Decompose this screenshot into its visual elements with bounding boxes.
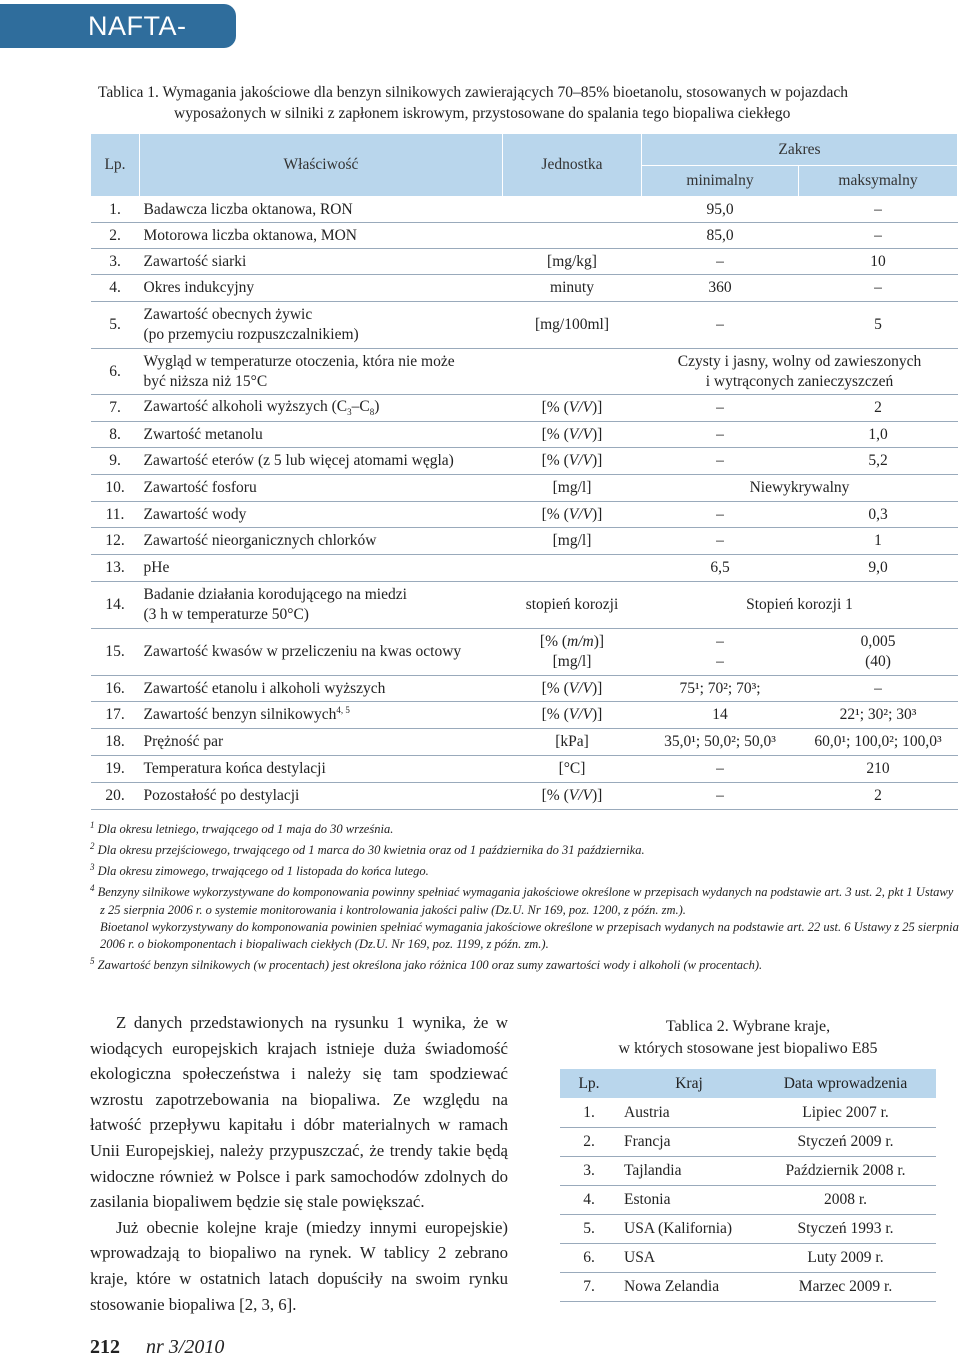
footnote xyxy=(90,919,960,953)
col-header-lp: Lp. xyxy=(560,1069,618,1099)
row-property: Motorowa liczba oktanowa, MON xyxy=(140,223,503,249)
row-lp: 7. xyxy=(91,395,140,422)
row-min: – xyxy=(642,502,799,528)
row-property: Zawartość siarki xyxy=(140,249,503,275)
page-number: 212 xyxy=(90,1336,120,1358)
row-unit xyxy=(503,702,642,729)
paragraph: Już obecnie kolejne kraje (miedzy innymi europejskie) wprowadzają to biopaliwo na rynek. W tablicy 2 zebrano kraje, które w ostatnich latach dopuściły na swoim rynku stosowanie biopaliwa [2, 3, 6]. xyxy=(90,1217,508,1314)
row-max: – xyxy=(799,275,958,302)
row-max: 10 xyxy=(799,249,958,275)
unit-italic: V/V xyxy=(568,505,593,523)
row-property-line2: być niższa niż 15°C xyxy=(143,372,268,390)
row-min: – xyxy=(642,249,799,275)
table-row xyxy=(560,1273,936,1302)
row-unit xyxy=(503,783,642,810)
table-row xyxy=(560,1186,936,1215)
row-unit xyxy=(503,629,642,676)
row-property-line1: Wygląd w temperaturze otoczenia, która nie może xyxy=(143,352,455,370)
issue-number: nr 3/2010 xyxy=(146,1336,225,1358)
row-min: 14 xyxy=(642,702,799,729)
row-lp: 1. xyxy=(560,1099,618,1128)
table-row xyxy=(560,1157,936,1186)
row-property-line2: (3 h w temperaturze 50°C) xyxy=(143,606,309,623)
row-max: 5 xyxy=(799,302,958,349)
property-text: Zawartość benzyn silnikowych xyxy=(143,706,337,724)
col-header-property: Właściwość xyxy=(140,134,503,197)
row-property: Prężność par xyxy=(140,729,503,756)
row-min xyxy=(642,629,799,676)
table2-caption-line1: Tablica 2. Wybrane kraje, xyxy=(665,1018,831,1035)
row-property: Temperatura końca destylacji xyxy=(140,756,503,783)
table-row xyxy=(91,249,958,275)
row-max: 5,2 xyxy=(799,448,958,475)
row-unit: [kPa] xyxy=(503,729,642,756)
row-lp: 14. xyxy=(91,582,140,629)
row-unit xyxy=(503,349,642,395)
row-property: Zawartość fosforu xyxy=(140,475,503,502)
col-header-country: Kraj xyxy=(618,1069,755,1099)
row-lp: 3. xyxy=(91,249,140,275)
col-header-range: Zakres xyxy=(642,134,958,166)
table-row xyxy=(560,1215,936,1244)
row-unit: [mg/l] xyxy=(503,528,642,555)
row-min: – xyxy=(642,783,799,810)
row-unit: [mg/l] xyxy=(503,475,642,502)
journal-title: NAFTA-GAZ xyxy=(88,11,187,85)
row-min: 360 xyxy=(642,275,799,302)
unit-italic: V/V xyxy=(568,452,593,469)
unit-text: [% ( xyxy=(541,679,569,697)
row-min: 75¹; 70²; 70³; xyxy=(642,676,799,702)
row-date: 2008 r. xyxy=(755,1186,936,1215)
row-lp: 19. xyxy=(91,756,140,783)
row-unit: [mg/kg] xyxy=(503,249,642,275)
row-country: USA xyxy=(618,1244,755,1273)
row-min: 6,5 xyxy=(642,555,799,582)
paragraph: Z danych przedstawionych na rysunku 1 wynika, że w wiodących europejskich krajach istnieje duża świadomość ekologiczna społeczeństwa i należy się tam spodziewać wzrostu zapotrzebowania na biopaliwa. Ze względu na łatwość przepływu kapitału i dóbr materialnych w ramach Unii Europejskiej, należy przypuszczać, że trendy takie będą widoczne również w Polsce i park samochodów zdolnych do zasilania biopaliwem będzie się stale powiększać. xyxy=(90,1013,508,1212)
table2-caption-line2: w których stosowane jest biopaliwo E85 xyxy=(618,1040,878,1057)
row-max: 210 xyxy=(799,756,958,783)
row-country: Austria xyxy=(618,1099,755,1128)
table-row xyxy=(91,629,958,676)
row-max: – xyxy=(799,676,958,702)
col-header-min: minimalny xyxy=(642,166,799,197)
unit-text: )] xyxy=(592,706,603,723)
row-min: – xyxy=(642,422,799,448)
row-unit: [mg/100ml] xyxy=(503,302,642,349)
range-span-line1: Czysty i jasny, wolny od zawieszonych xyxy=(677,352,922,370)
superscript: 4, 5 xyxy=(336,705,350,716)
row-property: Zawartość nieorganicznych chlorków xyxy=(140,528,503,555)
row-max: 1,0 xyxy=(799,422,958,448)
unit-text: )] xyxy=(593,633,605,650)
row-country: Francja xyxy=(618,1128,755,1157)
table-row xyxy=(91,528,958,555)
row-lp: 2. xyxy=(560,1128,618,1157)
row-max: 0,3 xyxy=(799,502,958,528)
row-max xyxy=(799,629,958,676)
row-property: Zawartość wody xyxy=(140,502,503,528)
row-date: Luty 2009 r. xyxy=(755,1244,936,1273)
table-row xyxy=(91,676,958,702)
row-lp: 15. xyxy=(91,629,140,676)
row-max: 60,0¹; 100,0²; 100,0³ xyxy=(799,729,958,756)
row-max: 2 xyxy=(799,395,958,422)
row-date: Lipiec 2007 r. xyxy=(755,1099,936,1128)
unit-text: )] xyxy=(592,787,603,804)
table-row xyxy=(91,349,958,395)
table1-caption xyxy=(98,82,958,124)
row-lp: 12. xyxy=(91,528,140,555)
row-lp: 5. xyxy=(91,302,140,349)
row-lp: 20. xyxy=(91,783,140,810)
max-line1: 0,005 xyxy=(860,633,896,650)
unit-italic: V/V xyxy=(568,787,593,804)
unit-text: [mg/l] xyxy=(552,653,592,670)
min-line1: – xyxy=(716,633,724,650)
row-date: Październik 2008 r. xyxy=(755,1157,936,1186)
property-text: ) xyxy=(374,398,380,416)
table-row xyxy=(91,729,958,756)
row-property xyxy=(140,702,503,729)
row-lp: 13. xyxy=(91,555,140,582)
footnote-text: Zawartość benzyn silnikowych (w procentach) jest określona jako różnica 100 oraz sumy zawartości wody i alkoholi (w procentach). xyxy=(97,957,763,972)
row-property xyxy=(140,302,503,349)
table-row xyxy=(91,302,958,349)
unit-text: [% ( xyxy=(541,399,569,416)
unit-text: [% ( xyxy=(541,787,569,804)
row-country: USA (Kalifornia) xyxy=(618,1215,755,1244)
row-unit xyxy=(503,197,642,223)
footnote: $^2$ Dla okresu przejściowego, trwającego od 1 marca do 30 kwietnia oraz od 1 października do 31 października. xyxy=(90,841,645,858)
unit-text: )] xyxy=(592,505,603,523)
table-row xyxy=(91,582,958,629)
table-row xyxy=(91,783,958,810)
table1-footnotes xyxy=(90,817,960,974)
row-property: Badawcza liczba oktanowa, RON xyxy=(140,197,503,223)
table-row xyxy=(560,1099,936,1128)
row-min: – xyxy=(642,395,799,422)
table-row xyxy=(91,702,958,729)
col-header-unit: Jednostka xyxy=(503,134,642,197)
row-unit xyxy=(503,555,642,582)
row-unit xyxy=(503,676,642,702)
row-lp: 11. xyxy=(91,502,140,528)
unit-text: [% ( xyxy=(541,706,569,723)
row-unit: [°C] xyxy=(503,756,642,783)
row-min: 35,0¹; 50,0²; 50,0³ xyxy=(642,729,799,756)
row-lp: 9. xyxy=(91,448,140,475)
row-country: Tajlandia xyxy=(618,1157,755,1186)
row-max: 22¹; 30²; 30³ xyxy=(799,702,958,729)
countries-table xyxy=(560,1069,936,1302)
table-row xyxy=(91,197,958,223)
page-footer xyxy=(90,1336,224,1359)
row-lp: 6. xyxy=(91,349,140,395)
row-lp: 1. xyxy=(91,197,140,223)
row-property: Zwartość metanolu xyxy=(140,422,503,448)
footnote-text: Benzyny silnikowe wykorzystywane do komponowania powinny spełniać wymagania jakościowe określone w przepisach wydanych na podstawie art. 3 ust. 2, pkt 1 Ustawy z 25 sierpnia 2006 r. o systemie monitorowania i kontrolowania jakości paliw (Dz.U. Nr 169, poz. 1200, z późn. zm.). xyxy=(97,885,954,917)
unit-italic: m/m xyxy=(567,633,594,650)
row-lp: 5. xyxy=(560,1215,618,1244)
row-date: Styczeń 2009 r. xyxy=(755,1128,936,1157)
row-lp: 7. xyxy=(560,1273,618,1302)
col-header-lp: Lp. xyxy=(91,134,140,197)
unit-text: [% ( xyxy=(539,633,568,650)
footnote-text: Dla okresu przejściowego, trwającego od 1 marca do 30 kwietnia oraz od 1 października do 31 października. xyxy=(97,843,645,858)
row-property xyxy=(140,395,503,422)
row-lp: 2. xyxy=(91,223,140,249)
unit-text: )] xyxy=(592,452,603,469)
row-lp: 6. xyxy=(560,1244,618,1273)
row-max: – xyxy=(799,197,958,223)
unit-text: [% ( xyxy=(541,452,569,469)
row-property-line1: Badanie działania korodującego na miedzi xyxy=(143,586,407,603)
row-country: Estonia xyxy=(618,1186,755,1215)
table-row xyxy=(91,223,958,249)
footnote: $^4$ Benzyny silnikowe wykorzystywane do komponowania powinny spełniać wymagania jakościowe określone w przepisach wydanych na podstawie art. 3 ust. 2, pkt 1 Ustawy z 25 sierpnia 2006 r. o systemie monitorowania i kontrolowania jakości paliw (Dz.U. Nr 169, poz. 1200, z późn. zm.). xyxy=(90,883,954,917)
table-row xyxy=(91,275,958,302)
property-text: –C xyxy=(351,398,370,416)
row-property-line2: (po przemyciu rozpuszczalnikiem) xyxy=(143,326,359,343)
row-min: 85,0 xyxy=(642,223,799,249)
footnote-text: Dla okresu zimowego, trwającego od 1 listopada do końca lutego. xyxy=(97,864,429,879)
footnote: $^3$ Dla okresu zimowego, trwającego od 1 listopada do końca lutego. xyxy=(90,862,429,879)
table-row xyxy=(91,448,958,475)
footnote: $^5$ Zawartość benzyn silnikowych (w procentach) jest określona jako różnica 100 oraz sumy zawartości wody i alkoholi (w procentach). xyxy=(90,955,763,972)
row-unit xyxy=(503,422,642,448)
row-unit xyxy=(503,395,642,422)
table-row xyxy=(91,395,958,422)
row-unit xyxy=(503,502,642,528)
range-span-line2: i wytrąconych zanieczyszczeń xyxy=(705,372,894,390)
requirements-table xyxy=(90,133,958,810)
footnote-text: Bioetanol wykorzystywany do komponowania powinien spełniać wymagania jakościowe określone w przepisach wydanych na podstawie art. 22 ust. 6 Ustawy z 25 sierpnia 2006 r. o biokomponentach i biopaliwach ciekłych (Dz.U. Nr 169, poz. 1199, z późn. zm.). xyxy=(100,919,959,951)
unit-italic: V/V xyxy=(568,679,593,697)
row-unit xyxy=(503,448,642,475)
footnote: $^1$ Dla okresu letniego, trwającego od 1 maja do 30 września. xyxy=(90,820,394,837)
row-property xyxy=(140,582,503,629)
unit-text: )] xyxy=(592,399,603,416)
max-line2: (40) xyxy=(865,653,891,670)
row-property: Pozostałość po destylacji xyxy=(140,783,503,810)
row-unit: stopień korozji xyxy=(503,582,642,629)
row-lp: 8. xyxy=(91,422,140,448)
unit-text: )] xyxy=(592,679,603,697)
table-row xyxy=(91,422,958,448)
col-header-date: Data wprowadzenia xyxy=(755,1069,936,1099)
unit-italic: V/V xyxy=(568,425,593,443)
row-country: Nowa Zelandia xyxy=(618,1273,755,1302)
row-min: – xyxy=(642,302,799,349)
unit-text: [% ( xyxy=(541,505,569,523)
row-lp: 3. xyxy=(560,1157,618,1186)
row-range-span xyxy=(642,349,958,395)
row-min: – xyxy=(642,448,799,475)
footnote-text: Dla okresu letniego, trwającego od 1 maja do 30 września. xyxy=(97,822,394,837)
table-row xyxy=(91,555,958,582)
row-lp: 4. xyxy=(91,275,140,302)
row-property: Zawartość etanolu i alkoholi wyższych xyxy=(140,676,503,702)
table1-caption-line2: wyposażonych w silniki z zapłonem iskrowym, przystosowane do spalania tego biopaliwa ciekłego xyxy=(174,105,791,122)
table2-caption xyxy=(560,1016,936,1060)
row-min: 95,0 xyxy=(642,197,799,223)
unit-text: [% ( xyxy=(541,425,569,443)
row-lp: 4. xyxy=(560,1186,618,1215)
table-row xyxy=(91,502,958,528)
property-text: Zawartość alkoholi wyższych (C xyxy=(143,398,348,416)
row-property: Okres indukcyjny xyxy=(140,275,503,302)
row-min: – xyxy=(642,528,799,555)
row-property xyxy=(140,349,503,395)
min-line2: – xyxy=(716,653,724,670)
unit-text: )] xyxy=(592,425,603,443)
subscript: 8 xyxy=(369,407,375,418)
body-text xyxy=(90,1010,508,1317)
table-row xyxy=(91,475,958,502)
row-max: 1 xyxy=(799,528,958,555)
row-unit: minuty xyxy=(503,275,642,302)
row-lp: 16. xyxy=(91,676,140,702)
unit-italic: V/V xyxy=(568,706,593,723)
row-date: Styczeń 1993 r. xyxy=(755,1215,936,1244)
table1-caption-line1: Tablica 1. Wymagania jakościowe dla benzyn silnikowych zawierających 70–85% bioetanolu, stosowanych w pojazdach xyxy=(98,84,849,101)
col-header-max: maksymalny xyxy=(799,166,958,197)
row-max: – xyxy=(799,223,958,249)
row-property: pHe xyxy=(140,555,503,582)
table-row xyxy=(560,1244,936,1273)
row-property: Zawartość eterów (z 5 lub więcej atomami węgla) xyxy=(140,448,503,475)
row-lp: 17. xyxy=(91,702,140,729)
row-min: – xyxy=(642,756,799,783)
subscript: 3 xyxy=(347,407,352,418)
row-property: Zawartość kwasów w przeliczeniu na kwas octowy xyxy=(140,629,503,676)
row-range-span: Niewykrywalny xyxy=(642,475,958,502)
row-max: 9,0 xyxy=(799,555,958,582)
row-lp: 18. xyxy=(91,729,140,756)
row-lp: 10. xyxy=(91,475,140,502)
row-property-line1: Zawartość obecnych żywic xyxy=(143,306,313,323)
table-row xyxy=(560,1128,936,1157)
row-range-span: Stopień korozji 1 xyxy=(642,582,958,629)
unit-italic: V/V xyxy=(568,399,593,416)
row-unit xyxy=(503,223,642,249)
row-max: 2 xyxy=(799,783,958,810)
row-date: Marzec 2009 r. xyxy=(755,1273,936,1302)
table-row xyxy=(91,756,958,783)
